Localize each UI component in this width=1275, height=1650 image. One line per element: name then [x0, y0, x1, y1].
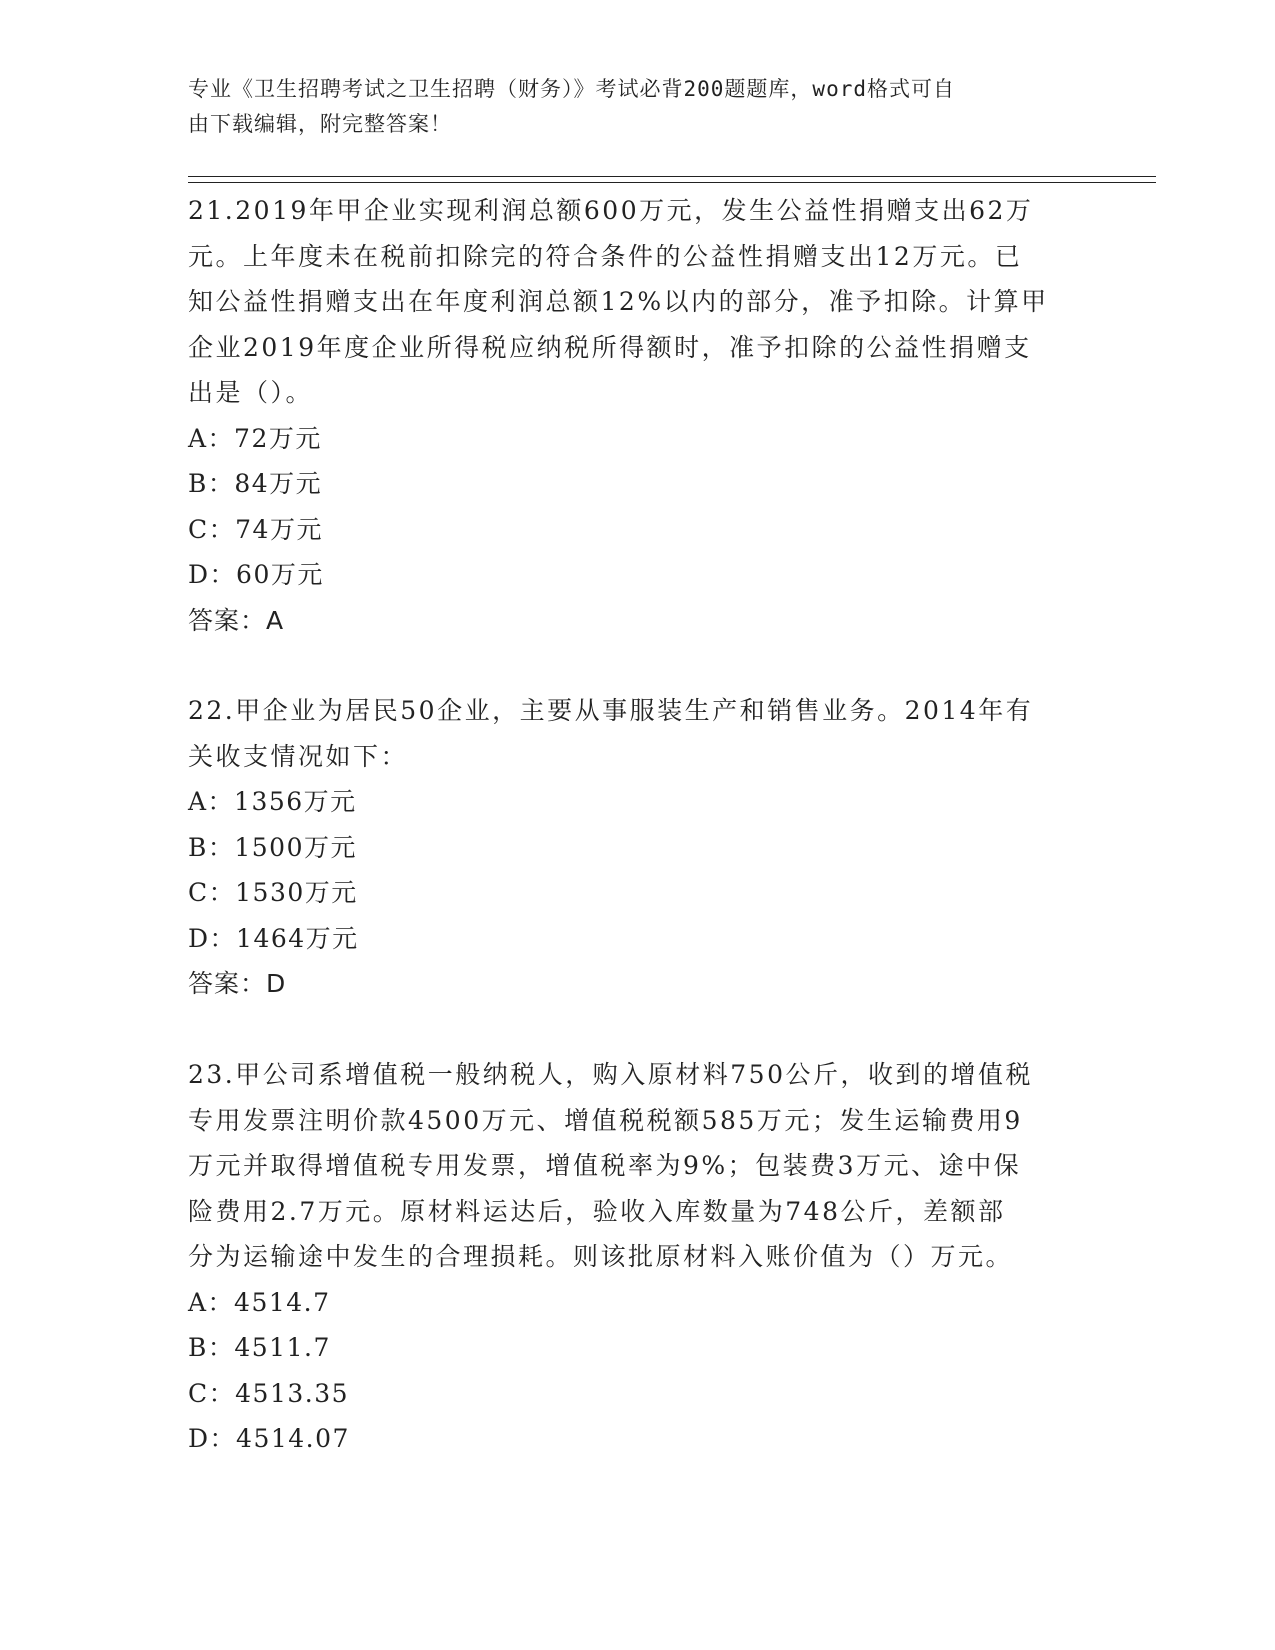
header-line-2: 由下载编辑，附完整答案！: [188, 112, 452, 136]
option-b: B：1500万元: [188, 832, 357, 862]
option-a: A：4514.7: [188, 1287, 331, 1317]
option-d: D：4514.07: [188, 1424, 350, 1453]
header-line-1: 专业《卫生招聘考试之卫生招聘（财务）》考试必背200题题库，word格式可自: [188, 77, 955, 101]
question-stem-line: 专用发票注明价款4500万元、增值税税额585万元；发生运输费用9: [188, 1105, 1023, 1135]
question-stem-line: 出是（）。: [188, 378, 314, 407]
question-stem-line: 22.甲企业为居民50企业，主要从事服装生产和销售业务。2014年有: [188, 696, 1034, 725]
question-21: [188, 188, 1088, 643]
option-d: D：1464万元: [188, 923, 359, 953]
option-c: C：4513.35: [188, 1378, 350, 1408]
question-stem-line: 21.2019年甲企业实现利润总额600万元，发生公益性捐赠支出62万: [188, 196, 1034, 225]
option-c: C：74万元: [188, 514, 323, 544]
question-stem-line: 关收支情况如下：: [188, 741, 409, 771]
document-header: [188, 72, 1068, 142]
question-22: [188, 688, 1088, 1007]
question-stem-line: 知公益性捐赠支出在年度利润总额12%以内的部分，准予扣除。计算甲: [188, 287, 1049, 316]
question-stem-line: 元。上年度未在税前扣除完的符合条件的公益性捐赠支出12万元。已: [188, 241, 1023, 271]
answer: 答案：A: [188, 605, 285, 635]
option-a: A：72万元: [188, 423, 322, 453]
question-stem-line: 险费用2.7万元。原材料运达后，验收入库数量为748公斤，差额部: [188, 1196, 1006, 1226]
option-d: D：60万元: [188, 560, 324, 589]
question-stem-line: 企业2019年度企业所得税应纳税所得额时，准予扣除的公益性捐赠支: [188, 332, 1032, 362]
header-divider-bottom: [188, 182, 1156, 183]
answer: 答案：D: [188, 969, 287, 998]
question-stem-line: 分为运输途中发生的合理损耗。则该批原材料入账价值为（）万元。: [188, 1242, 1014, 1271]
option-b: B：84万元: [188, 469, 323, 498]
option-b: B：4511.7: [188, 1333, 331, 1362]
option-a: A：1356万元: [188, 787, 357, 816]
option-c: C：1530万元: [188, 878, 358, 907]
question-stem-line: 万元并取得增值税专用发票，增值税率为9%；包装费3万元、途中保: [188, 1151, 1022, 1180]
header-divider-top: [188, 176, 1156, 177]
question-23: [188, 1052, 1088, 1462]
question-stem-line: 23.甲公司系增值税一般纳税人，购入原材料750公斤，收到的增值税: [188, 1060, 1033, 1089]
